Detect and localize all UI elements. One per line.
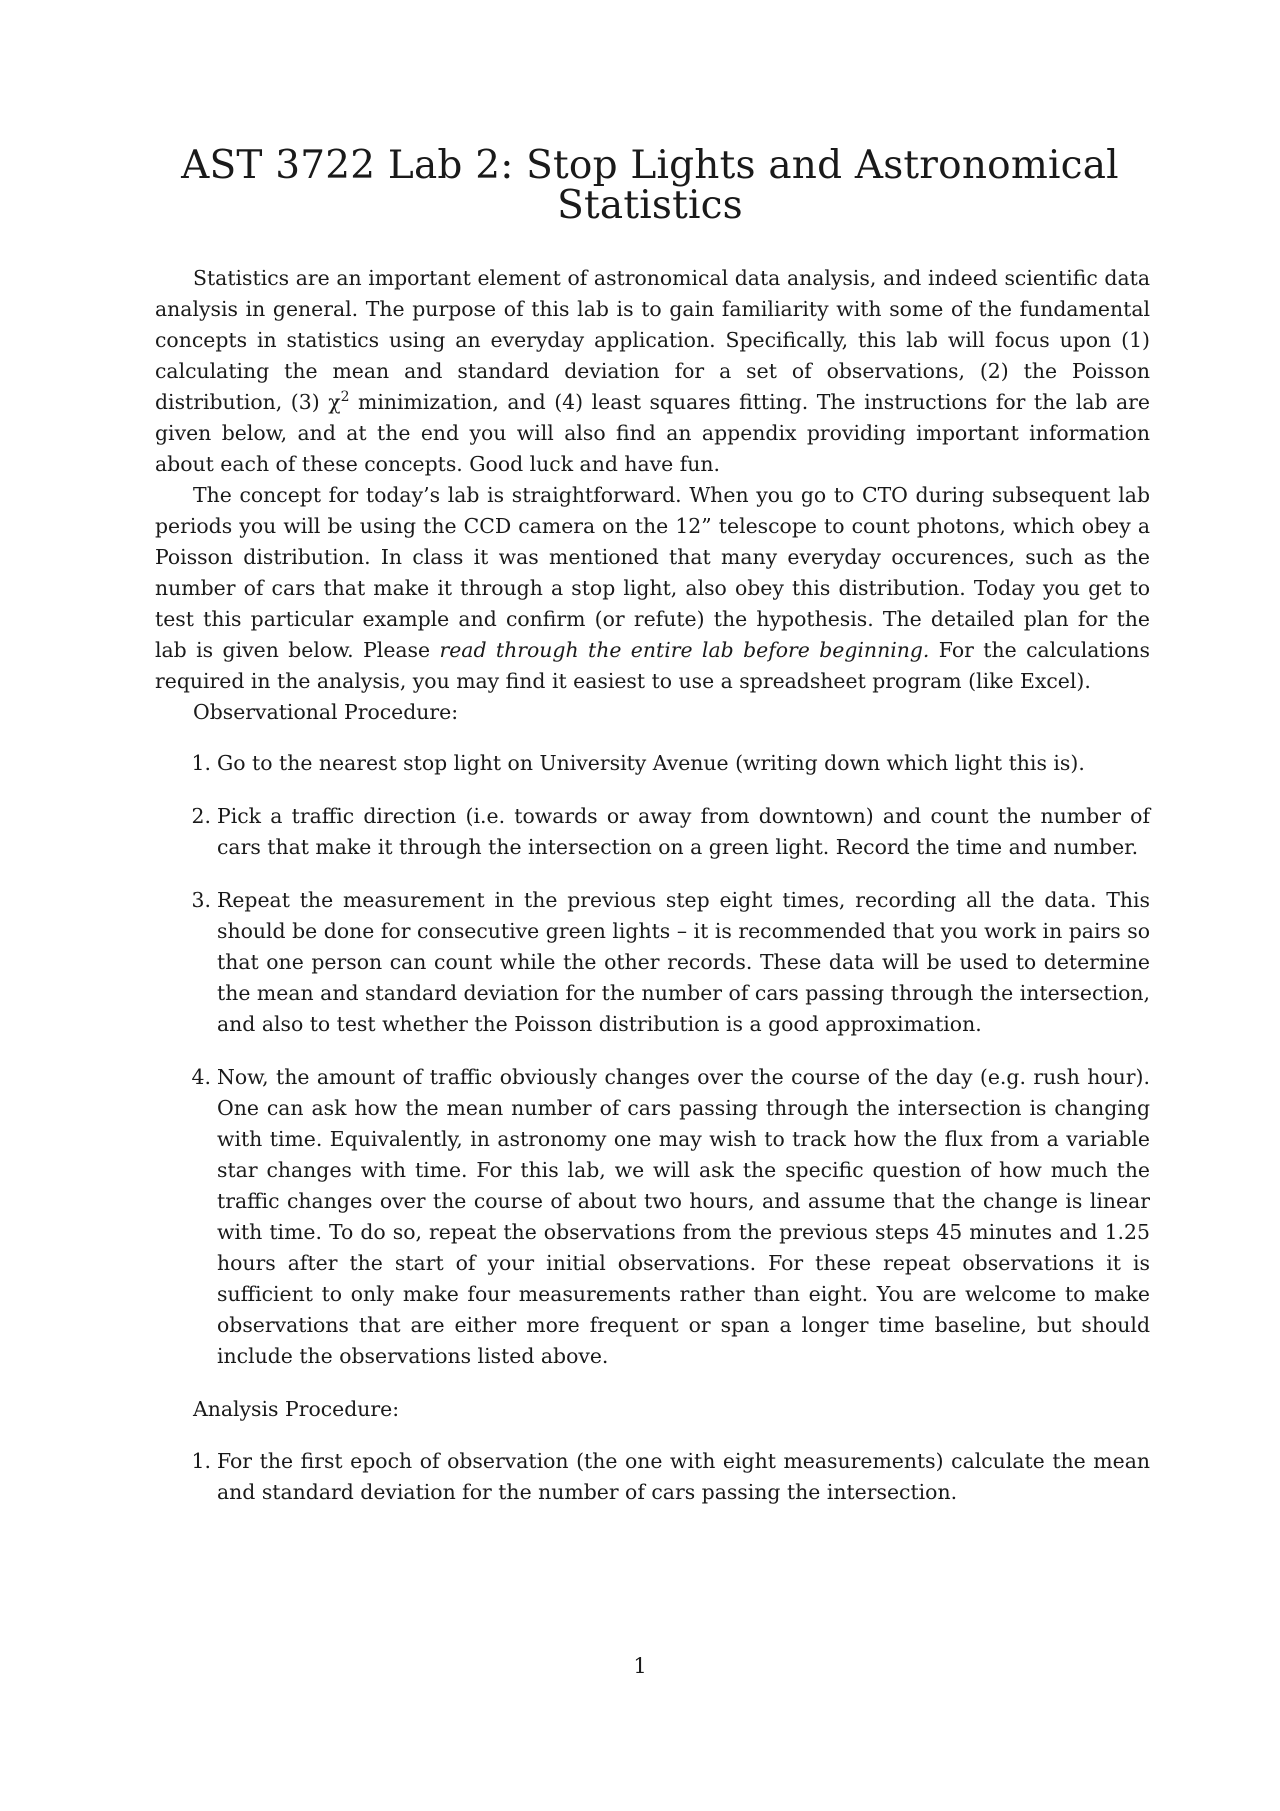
analysis-heading: Analysis Procedure: — [193, 1397, 400, 1421]
list-item — [155, 885, 1150, 1040]
intro-paragraph-2 — [155, 480, 1150, 697]
chi-symbol: χ — [328, 390, 341, 414]
item-number: 1. — [191, 1449, 211, 1473]
intro-p2-emphasis: read through the entire lab before beginning. — [439, 638, 930, 662]
list-item — [155, 748, 1150, 779]
item-text: Pick a traffic direction (i.e. towards or away from downtown) and count the number of cars that make it through the intersection on a green light. Record the time and number. — [217, 804, 1150, 859]
item-number: 2. — [191, 804, 211, 828]
item-text: Go to the nearest stop light on University Avenue (writing down which light this is). — [217, 751, 1085, 775]
document-body — [155, 263, 1150, 1508]
chi-squared-symbol — [328, 390, 349, 414]
item-text: Now, the amount of traffic obviously changes over the course of the day (e.g. rush hour). One can ask how the mean number of cars passing through the intersection is changing with time. Equivalently, in astronomy one may wish to track how the flux from a variable star changes with time. For this lab, we will ask the specific question of how much the traffic changes over the course of about two hours, and assume that the change is linear with time. To do so, repeat the observations from the previous steps 45 minutes and 1.25 hours after the start of your initial observations. For these repeat observations it is sufficient to only make four measurements rather than eight. You are welcome to make observations that are either more frequent or span a longer time baseline, but should include the observations listed above. — [217, 1065, 1150, 1368]
page-number: 1 — [633, 1654, 647, 1678]
list-item — [155, 1062, 1150, 1372]
item-number: 4. — [191, 1065, 211, 1089]
list-item — [155, 1446, 1150, 1508]
intro-p1-after: minimization, and (4) least squares fitting. The instructions for the lab are given below, and at the end you will also find an appendix providing important information about each of these concepts. Good luck and have fun. — [155, 390, 1151, 476]
intro-p2-before: The concept for today’s lab is straightforward. When you go to CTO during subsequent lab periods you will be using the CCD camera on the 12” telescope to count photons, which obey a Poisson distribution. In class it was mentioned that many everyday occurences, such as the number of cars that make it through a stop light, also obey this distribution. Today you get to test this particular example and confirm (or refute) the hypothesis. The detailed plan for the lab is given below. Please — [155, 483, 1150, 662]
chi-exponent: 2 — [340, 389, 350, 406]
analysis-list — [155, 1446, 1150, 1508]
item-number: 1. — [191, 751, 211, 775]
observational-heading: Observational Procedure: — [193, 700, 459, 724]
intro-p1-before: Statistics are an important element of astronomical data analysis, and indeed scientific data analysis in general. The purpose of this lab is to gain familiarity with some of the fundamental concepts in statistics using an everyday application. Specifically, this lab will focus upon (1) calculating the mean and standard deviation for a set of observations, (2) the Poisson distribution, (3) — [155, 266, 1150, 414]
item-text: For the first epoch of observation (the one with eight measurements) calculate the mean and standard deviation for the number of cars passing the intersection. — [217, 1449, 1150, 1504]
list-item — [155, 801, 1150, 863]
item-text: Repeat the measurement in the previous step eight times, recording all the data. This should be done for consecutive green lights – it is recommended that you work in pairs so that one person can count while the other records. These data will be used to determine the mean and standard deviation for the number of cars passing through the intersection, and also to test whether the Poisson distribution is a good approximation. — [217, 888, 1150, 1036]
item-number: 3. — [191, 888, 211, 912]
observational-list — [155, 748, 1150, 1372]
intro-paragraph-1 — [155, 263, 1150, 480]
document-title: AST 3722 Lab 2: Stop Lights and Astronomical Statistics — [181, 143, 1119, 228]
intro-p2-after: For the calculations required in the analysis, you may find it easiest to use a spreadsheet program (like Excel). — [155, 638, 1150, 693]
